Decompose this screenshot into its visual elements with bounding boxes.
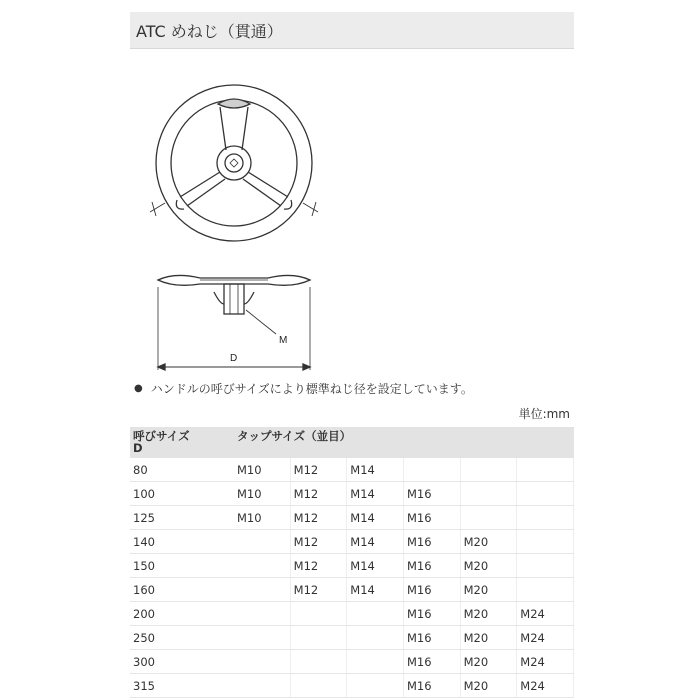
cell-tap-size: M24 bbox=[517, 650, 574, 674]
cell-tap-size: M12 bbox=[290, 554, 347, 578]
cell-tap-size: M14 bbox=[347, 578, 404, 602]
table-row bbox=[130, 530, 574, 554]
bullet-icon: ● bbox=[134, 383, 143, 394]
note-text: ハンドルの呼びサイズにより標準ねじ径を設定しています。 bbox=[150, 382, 473, 396]
cell-tap-size bbox=[517, 482, 574, 506]
cell-tap-size bbox=[460, 458, 517, 482]
cell-tap-size bbox=[290, 674, 347, 698]
cell-tap-size: M14 bbox=[347, 554, 404, 578]
cell-nominal-size: 80 bbox=[130, 458, 234, 482]
cell-tap-size: M14 bbox=[347, 530, 404, 554]
cell-tap-size bbox=[290, 626, 347, 650]
label-m: M bbox=[279, 335, 288, 346]
cell-tap-size bbox=[517, 578, 574, 602]
cell-tap-size: M24 bbox=[517, 674, 574, 698]
section-title: ATC めねじ（貫通） bbox=[136, 21, 283, 41]
table-row bbox=[130, 458, 574, 482]
table-header-row bbox=[130, 427, 574, 458]
cell-tap-size bbox=[234, 578, 290, 602]
cell-tap-size: M16 bbox=[403, 482, 460, 506]
table-row bbox=[130, 602, 574, 626]
cell-tap-size bbox=[347, 674, 404, 698]
cell-tap-size bbox=[234, 626, 290, 650]
cell-tap-size: M12 bbox=[290, 458, 347, 482]
cell-tap-size bbox=[290, 650, 347, 674]
cell-tap-size bbox=[517, 506, 574, 530]
cell-tap-size: M20 bbox=[460, 626, 517, 650]
cell-tap-size: M20 bbox=[460, 578, 517, 602]
cell-tap-size bbox=[234, 650, 290, 674]
cell-tap-size bbox=[517, 530, 574, 554]
section-title-bar bbox=[130, 12, 574, 49]
cell-tap-size: M10 bbox=[234, 482, 290, 506]
cell-nominal-size: 250 bbox=[130, 626, 234, 650]
cell-tap-size: M12 bbox=[290, 530, 347, 554]
cell-nominal-size: 200 bbox=[130, 602, 234, 626]
cell-tap-size: M16 bbox=[403, 554, 460, 578]
cell-tap-size: M20 bbox=[460, 602, 517, 626]
cell-tap-size: M16 bbox=[403, 650, 460, 674]
cell-tap-size: M16 bbox=[403, 602, 460, 626]
header-nominal-size bbox=[130, 427, 234, 458]
table-body bbox=[130, 458, 574, 698]
cell-nominal-size: 300 bbox=[130, 650, 234, 674]
cell-tap-size: M20 bbox=[460, 554, 517, 578]
cell-tap-size: M12 bbox=[290, 578, 347, 602]
table-row bbox=[130, 626, 574, 650]
header-tap-size: タップサイズ（並目） bbox=[234, 427, 574, 458]
cell-tap-size: M16 bbox=[403, 626, 460, 650]
table-row bbox=[130, 482, 574, 506]
cell-tap-size: M20 bbox=[460, 674, 517, 698]
product-spec-page bbox=[130, 12, 574, 693]
cell-tap-size: M16 bbox=[403, 578, 460, 602]
cell-tap-size: M16 bbox=[403, 506, 460, 530]
handwheel-drawing bbox=[130, 82, 574, 382]
cell-tap-size: M16 bbox=[403, 674, 460, 698]
cell-nominal-size: 160 bbox=[130, 578, 234, 602]
cell-tap-size: M14 bbox=[347, 482, 404, 506]
cell-tap-size bbox=[290, 602, 347, 626]
cell-tap-size bbox=[403, 458, 460, 482]
cell-nominal-size: 140 bbox=[130, 530, 234, 554]
cell-tap-size: M24 bbox=[517, 602, 574, 626]
cell-tap-size bbox=[234, 602, 290, 626]
cell-tap-size: M24 bbox=[517, 626, 574, 650]
label-d: D bbox=[230, 353, 238, 364]
cell-tap-size bbox=[234, 554, 290, 578]
cell-tap-size bbox=[234, 674, 290, 698]
cell-nominal-size: 100 bbox=[130, 482, 234, 506]
cell-tap-size bbox=[347, 626, 404, 650]
cell-tap-size: M14 bbox=[347, 458, 404, 482]
cell-tap-size: M12 bbox=[290, 482, 347, 506]
cell-nominal-size: 315 bbox=[130, 674, 234, 698]
cell-tap-size bbox=[347, 650, 404, 674]
cell-tap-size bbox=[460, 506, 517, 530]
cell-tap-size: M20 bbox=[460, 530, 517, 554]
note-line bbox=[134, 380, 473, 397]
header-d-label: D bbox=[133, 441, 143, 455]
table-row bbox=[130, 554, 574, 578]
cell-tap-size: M10 bbox=[234, 458, 290, 482]
table-row bbox=[130, 506, 574, 530]
cell-tap-size: M10 bbox=[234, 506, 290, 530]
cell-tap-size: M14 bbox=[347, 506, 404, 530]
cell-tap-size bbox=[347, 602, 404, 626]
unit-label: 単位:mm bbox=[518, 407, 570, 421]
handwheel-front-view bbox=[150, 85, 318, 241]
table-row bbox=[130, 674, 574, 698]
table-row bbox=[130, 578, 574, 602]
cell-tap-size bbox=[234, 530, 290, 554]
cell-tap-size: M20 bbox=[460, 650, 517, 674]
header-nominal-label: 呼びサイズ bbox=[133, 429, 190, 443]
cell-tap-size bbox=[517, 458, 574, 482]
tap-size-table bbox=[130, 427, 574, 698]
cell-tap-size: M12 bbox=[290, 506, 347, 530]
cell-nominal-size: 125 bbox=[130, 506, 234, 530]
cell-nominal-size: 150 bbox=[130, 554, 234, 578]
cell-tap-size: M16 bbox=[403, 530, 460, 554]
table-row bbox=[130, 650, 574, 674]
cell-tap-size bbox=[517, 554, 574, 578]
cell-tap-size bbox=[460, 482, 517, 506]
